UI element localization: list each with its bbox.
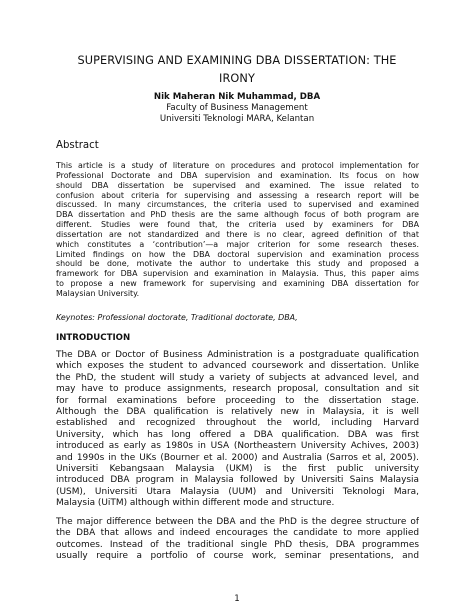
body-text-line: introduced DBA program in Malaysia followed by Universiti Sains Malaysia bbox=[56, 475, 419, 486]
body-text-line: may have to produce assignments, research proposal, consultation and sit bbox=[56, 384, 419, 395]
author-faculty: Faculty of Business Management bbox=[166, 103, 308, 113]
paper-title bbox=[40, 52, 434, 88]
abstract-text-line: Professional Doctorate and DBA supervision and examination. Its focus on how bbox=[56, 170, 419, 180]
page-number: 1 bbox=[234, 594, 240, 604]
title-line-1: SUPERVISING AND EXAMINING DBA DISSERTATION: THE bbox=[77, 54, 397, 67]
abstract-body bbox=[56, 161, 419, 299]
abstract-text-line: should DBA dissertation be supervised and examined. The issue related to bbox=[56, 180, 419, 190]
author-block bbox=[40, 92, 434, 125]
abstract-text-line: different. Studies were found that, the criteria used by examiners for DBA bbox=[56, 220, 419, 230]
body-text-line: introduced as early as 1980s in USA (Northeastern University Achives, 2003) bbox=[56, 441, 419, 452]
body-text-line: which exposes the student to advanced coursework and dissertation. Unlike bbox=[56, 361, 419, 372]
abstract-text-line: dissertation are not standardized and there is no clear, agreed definition of that bbox=[56, 229, 419, 239]
title-line-2: IRONY bbox=[219, 72, 255, 85]
body-text-line: and 1990s in the UKs (Bourner et al. 2000) and Australia (Sarros et al, 2005). bbox=[56, 452, 419, 463]
body-text-line: the DBA that allows and indeed encourages the candidate to more applied bbox=[56, 528, 419, 539]
body-text-line: Universiti Kebangsaan Malaysia (UKM) is the first public university bbox=[56, 463, 419, 474]
author-university: Universiti Teknologi MARA, Kelantan bbox=[159, 114, 315, 124]
abstract-heading: Abstract bbox=[56, 140, 99, 151]
abstract-text-line: Malaysian University. bbox=[56, 288, 140, 298]
keywords-line: Keynotes: Professional doctorate, Traditional doctorate, DBA, bbox=[56, 313, 298, 322]
abstract-text-line: should be done, motivate the author to undertake this study and proposed a bbox=[56, 259, 419, 269]
body-text-line: established and recognized throughout the world, including Harvard bbox=[56, 418, 419, 429]
author-degree: DBA bbox=[296, 92, 321, 102]
body-text-line: The major difference between the DBA and the PhD is the degree structure of bbox=[56, 517, 419, 527]
author-line bbox=[40, 92, 434, 103]
body-text-line: outcomes. Instead of the traditional single PhD thesis, DBA programmes bbox=[56, 539, 419, 550]
abstract-text-line: confusion about criteria for supervising and assessing a research report will be bbox=[56, 190, 419, 200]
introduction-heading: INTRODUCTION bbox=[56, 333, 131, 343]
body-text-line: (USM), Universiti Utara Malaysia (UUM) and Universiti Teknologi Mara, bbox=[56, 486, 419, 497]
abstract-text-line: which constitutes a ‘contribution’—a major criterion for some research theses. bbox=[56, 239, 419, 249]
abstract-text-line: framework for DBA supervision and examination in Malaysia. Thus, this paper aims bbox=[56, 269, 419, 279]
body-text-line: Although the DBA qualification is relatively new in Malaysia, it is well bbox=[56, 406, 419, 417]
abstract-text-line: Limited findings on how the DBA doctoral supervision and examination process bbox=[56, 249, 419, 259]
introduction-paragraph-2 bbox=[56, 517, 419, 563]
body-text-line: Malaysia (UiTM) although within different mode and structure. bbox=[56, 498, 335, 509]
author-name: Nik Maheran Nik Muhammad, bbox=[153, 92, 297, 102]
abstract-text-line: discussed. In many circumstances, the criteria used to supervised and examined bbox=[56, 200, 419, 210]
body-text-line: usually require a portfolio of course work, seminar presentations, and bbox=[56, 551, 419, 562]
abstract-text-line: This article is a study of literature on procedures and protocol implementation for bbox=[56, 161, 419, 170]
body-text-line: University, which has long offered a DBA qualification. DBA was first bbox=[56, 429, 419, 440]
body-text-line: for formal examinations before proceeding to the dissertation stage. bbox=[56, 395, 419, 406]
introduction-paragraph-1 bbox=[56, 350, 419, 509]
abstract-text-line: DBA dissertation and PhD thesis are the same although focus of both program are bbox=[56, 210, 419, 220]
body-text-line: the PhD, the student will study a variety of subjects at advanced level, and bbox=[56, 372, 419, 383]
body-text-line: The DBA or Doctor of Business Administration is a postgraduate qualification bbox=[56, 350, 419, 360]
abstract-text-line: to propose a new framework for supervising and examining DBA dissertation for bbox=[56, 279, 419, 289]
